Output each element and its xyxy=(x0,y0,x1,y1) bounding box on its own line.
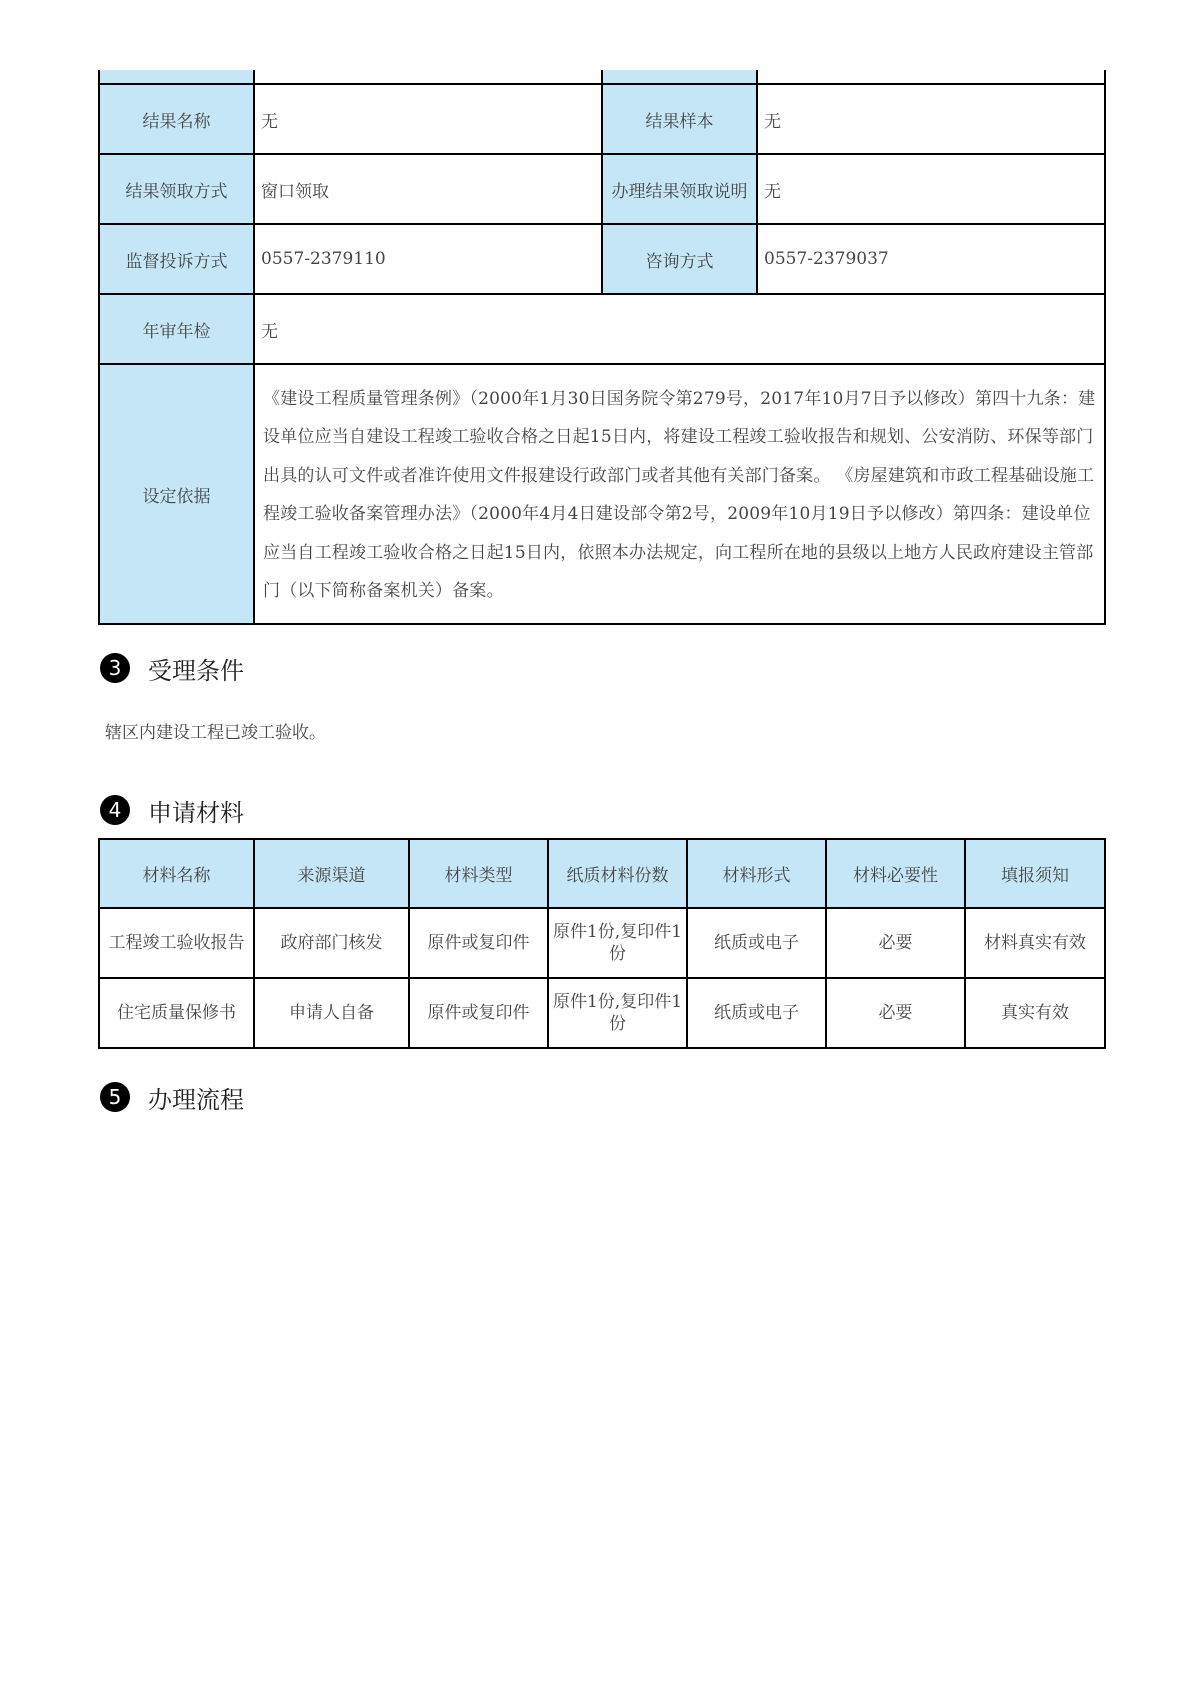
consult-label: 咨询方式 xyxy=(602,224,757,294)
column-header: 纸质材料份数 xyxy=(548,839,687,908)
necessity-cell: 必要 xyxy=(826,908,965,978)
result-name-label: 结果名称 xyxy=(99,84,254,154)
material-type-cell: 原件或复印件 xyxy=(409,978,548,1048)
material-name-cell: 工程竣工验收报告 xyxy=(99,908,254,978)
filling-notes-cell: 材料真实有效 xyxy=(965,908,1105,978)
result-name-value: 无 xyxy=(254,84,602,154)
table-row xyxy=(99,294,1105,364)
column-header: 材料类型 xyxy=(409,839,548,908)
section-title: 办理流程 xyxy=(148,1085,244,1114)
paper-copies-cell: 原件1份,复印件1份 xyxy=(548,978,687,1048)
material-form-cell: 纸质或电子 xyxy=(687,908,826,978)
pickup-note-label: 办理结果领取说明 xyxy=(602,154,757,224)
pickup-note-value: 无 xyxy=(757,154,1105,224)
section-heading-materials xyxy=(100,793,244,827)
annual-review-value: 无 xyxy=(254,294,1105,364)
source-channel-cell: 政府部门核发 xyxy=(254,908,409,978)
source-channel-cell: 申请人自备 xyxy=(254,978,409,1048)
truncated-label-cell xyxy=(602,70,757,84)
paper-copies-cell: 原件1份,复印件1份 xyxy=(548,908,687,978)
result-sample-value: 无 xyxy=(757,84,1105,154)
column-header: 材料必要性 xyxy=(826,839,965,908)
table-row xyxy=(99,978,1105,1048)
legal-basis-value: 《建设工程质量管理条例》（2000年1月30日国务院令第279号，2017年10月7日予以修改）第四十九条：建设单位应当自建设工程竣工验收合格之日起15日内，将建设工程竣工验收报告和规划、公安消防、环保等部门出具的认可文件或者准许使用文件报建设行政部门或者其他有关部门备案。 《房屋建筑和市政工程基础设施工程竣工验收备案管理办法》（2000年4月4日建设部令第2号，2009年10月19日予以修改）第四条：建设单位应当自工程竣工验收合格之日起15日内，依照本办法规定，向工程所在地的县级以上地方人民政府建设主管部门（以下简称备案机关）备案。 xyxy=(254,364,1105,624)
result-sample-label: 结果样本 xyxy=(602,84,757,154)
column-header: 材料形式 xyxy=(687,839,826,908)
pickup-method-value: 窗口领取 xyxy=(254,154,602,224)
table-row xyxy=(99,364,1105,624)
consult-value: 0557-2379037 xyxy=(757,224,1105,294)
table-row xyxy=(99,224,1105,294)
material-type-cell: 原件或复印件 xyxy=(409,908,548,978)
section-number-badge: 4 xyxy=(100,795,130,825)
necessity-cell: 必要 xyxy=(826,978,965,1048)
table-header-row xyxy=(99,839,1105,908)
complaint-label: 监督投诉方式 xyxy=(99,224,254,294)
column-header: 材料名称 xyxy=(99,839,254,908)
acceptance-conditions-text: 辖区内建设工程已竣工验收。 xyxy=(105,723,326,743)
truncated-label-cell xyxy=(99,70,254,84)
section-heading-process xyxy=(100,1080,244,1114)
table-row xyxy=(99,70,1105,84)
legal-basis-label: 设定依据 xyxy=(99,364,254,624)
pickup-method-label: 结果领取方式 xyxy=(99,154,254,224)
column-header: 来源渠道 xyxy=(254,839,409,908)
section-title: 申请材料 xyxy=(148,798,244,827)
materials-table xyxy=(98,838,1106,1049)
result-info-table xyxy=(98,70,1106,625)
section-title: 受理条件 xyxy=(148,656,244,685)
section-heading-conditions xyxy=(100,651,244,685)
table-row xyxy=(99,84,1105,154)
material-name-cell: 住宅质量保修书 xyxy=(99,978,254,1048)
section-number-badge: 3 xyxy=(100,653,130,683)
truncated-value-cell xyxy=(757,70,1105,84)
table-row xyxy=(99,154,1105,224)
truncated-value-cell xyxy=(254,70,602,84)
material-form-cell: 纸质或电子 xyxy=(687,978,826,1048)
complaint-value: 0557-2379110 xyxy=(254,224,602,294)
table-row xyxy=(99,908,1105,978)
column-header: 填报须知 xyxy=(965,839,1105,908)
filling-notes-cell: 真实有效 xyxy=(965,978,1105,1048)
section-number-badge: 5 xyxy=(100,1082,130,1112)
annual-review-label: 年审年检 xyxy=(99,294,254,364)
